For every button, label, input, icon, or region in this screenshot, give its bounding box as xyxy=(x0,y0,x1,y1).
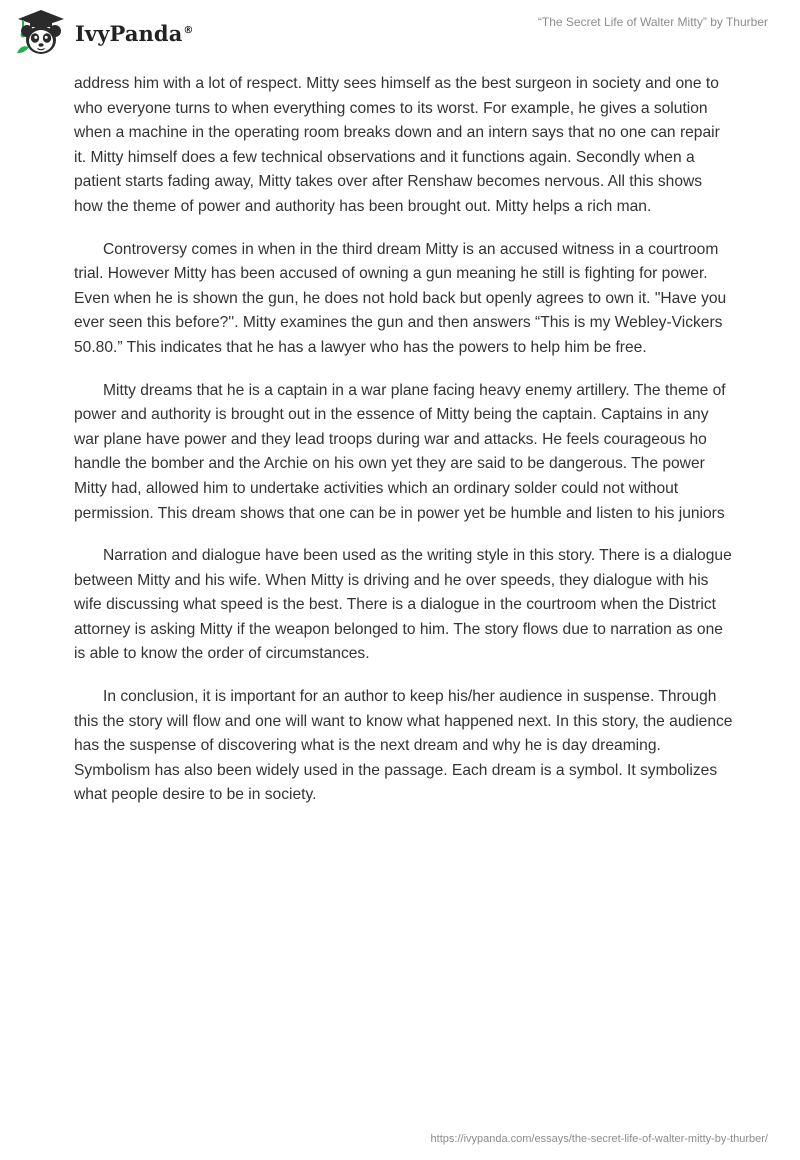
brand-name-text: IvyPanda xyxy=(75,20,183,46)
page-header xyxy=(0,0,800,62)
brand-name xyxy=(75,21,194,46)
document-title: “The Secret Life of Walter Mitty” by Thurber xyxy=(537,15,768,29)
essay-body xyxy=(74,72,734,826)
essay-paragraph-3: Mitty dreams that he is a captain in a war plane facing heavy enemy artillery. The theme of power and authority is brought out in the essence of Mitty being the captain. Captains in any war plane have power and they lead troops during war and attacks. He feels courageous ho handle the bomber and the Archie on his own yet they are said to be dangerous. The power Mitty had, allowed him to undertake activities which an ordinary solder could not without permission. This dream shows that one can be in power yet be humble and listen to his juniors xyxy=(74,381,726,522)
ivypanda-logo[interactable] xyxy=(15,8,194,58)
essay-paragraph-4: Narration and dialogue have been used as the writing style in this story. There is a dialogue between Mitty and his wife. When Mitty is driving and he over speeds, they dialogue with his wife discussing what speed is the best. There is a dialogue in the courtroom when the District attorney is asking Mitty if the weapon belonged to him. The story flows due to narration as one is able to know the order of circumstances. xyxy=(74,547,732,663)
essay-paragraph-5: In conclusion, it is important for an author to keep his/her audience in suspense. Through this the story will flow and one will want to know what happened next. In this story, the audience has the suspense of discovering what is the next dream and why he is day dreaming. Symbolism has also been widely used in the passage. Each dream is a symbol. It symbolizes what people desire to be in society. xyxy=(74,688,733,804)
source-url[interactable]: https://ivypanda.com/essays/the-secret-life-of-walter-mitty-by-thurber/ xyxy=(430,1133,768,1145)
essay-paragraph-1: address him with a lot of respect. Mitty sees himself as the best surgeon in society and one to who everyone turns to when everything comes to its worst. For example, he gives a solution when a machine in the operating room breaks down and an intern says that no one can repair it. Mitty himself does a few technical observations and it functions again. Secondly when a patient starts fading away, Mitty takes over after Renshaw becomes nervous. All this shows how the theme of power and authority has been brought out. Mitty helps a rich man. xyxy=(74,75,720,215)
panda-graduation-cap-icon xyxy=(15,9,67,57)
registered-mark: ® xyxy=(183,24,194,36)
essay-paragraph-2: Controversy comes in when in the third dream Mitty is an accused witness in a courtroom trial. However Mitty has been accused of owning a gun meaning he still is fighting for power. Even when he is shown the gun, he does not hold back but openly agrees to own it. "Have you ever seen this before?''. Mitty examines the gun and then answers “This is my Webley-Vickers 50.80.” This indicates that he has a lawyer who has the powers to help him be free. xyxy=(74,240,727,356)
